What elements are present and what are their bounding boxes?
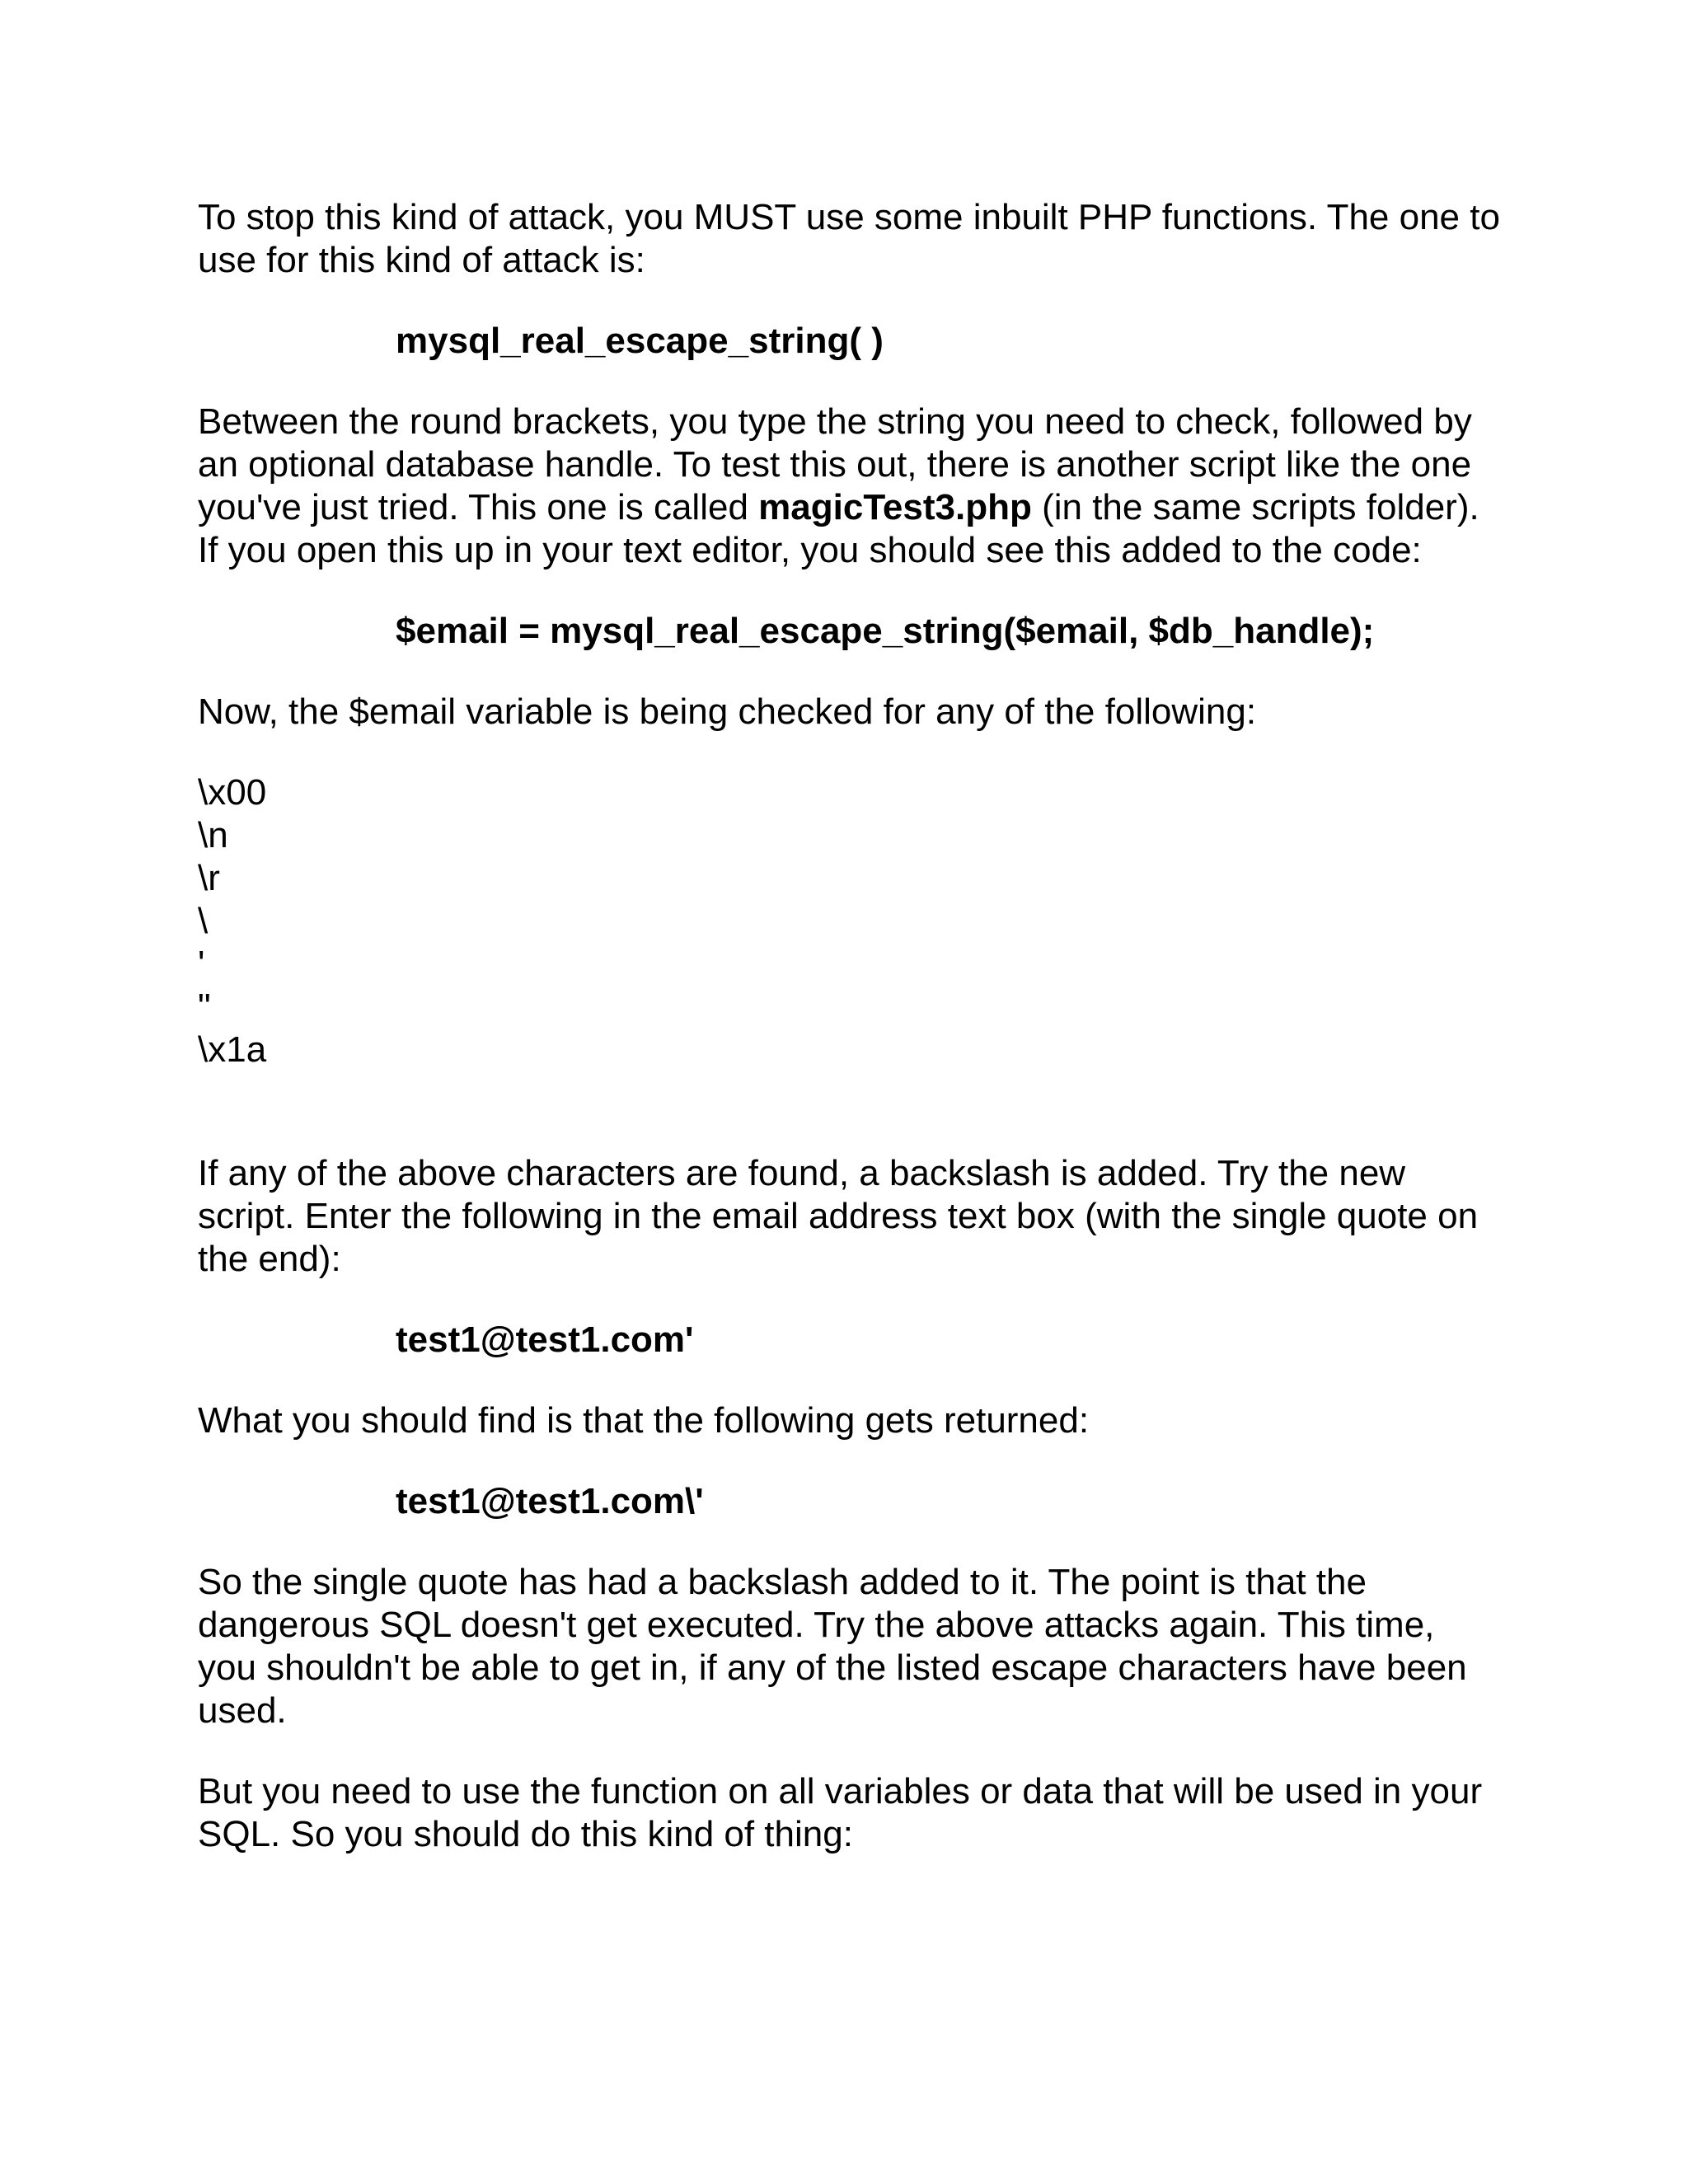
paragraph-result: So the single quote has had a backslash added to it. The point is that the dangerous SQL doesn't get executed. Try the above attacks again. This time, you shouldn't be able to get in, if any of the listed escape characters have been used. — [198, 1562, 1467, 1731]
paragraph-explanation-start: Between the round brackets, you type the string you need to check, followed by an optional database handle. To test this out, there is another script like the one you've just tried. This one is called — [198, 401, 1472, 527]
code-test-input: test1@test1.com' — [396, 1319, 694, 1360]
code-function-name: mysql_real_escape_string( ) — [396, 321, 884, 361]
document-page — [198, 196, 1500, 1894]
code-test-output: test1@test1.com\' — [396, 1481, 704, 1521]
script-filename: magicTest3.php — [758, 487, 1032, 527]
paragraph-returned: What you should find is that the following gets returned: — [198, 1400, 1090, 1441]
paragraph-all-variables: But you need to use the function on all variables or data that will be used in your SQL. So you should do this kind of thing: — [198, 1771, 1483, 1854]
paragraph-explanation-end: (in the same scripts folder). If you open this up in your text editor, you should see this added to the code: — [198, 487, 1479, 570]
escape-character: \x00 — [198, 772, 267, 813]
escape-character: \r — [198, 858, 220, 898]
escape-character: \x1a — [198, 1029, 267, 1070]
code-email-assignment: $email = mysql_real_escape_string($email, $db_handle); — [396, 611, 1375, 651]
paragraph-explanation — [198, 401, 1500, 572]
escape-character: ' — [198, 944, 205, 984]
escape-character: " — [198, 987, 211, 1027]
paragraph-checked-characters: Now, the $email variable is being checked for any of the following: — [198, 691, 1257, 732]
escape-character-list — [198, 771, 1500, 1071]
escape-character: \n — [198, 815, 228, 855]
paragraph-backslash-added: If any of the above characters are found, a backslash is added. Try the new script. Enter the following in the email address text box (with the single quote on the end): — [198, 1153, 1479, 1279]
paragraph-intro: To stop this kind of attack, you MUST use some inbuilt PHP functions. The one to use for this kind of attack is: — [198, 197, 1500, 280]
escape-character: \ — [198, 901, 209, 941]
